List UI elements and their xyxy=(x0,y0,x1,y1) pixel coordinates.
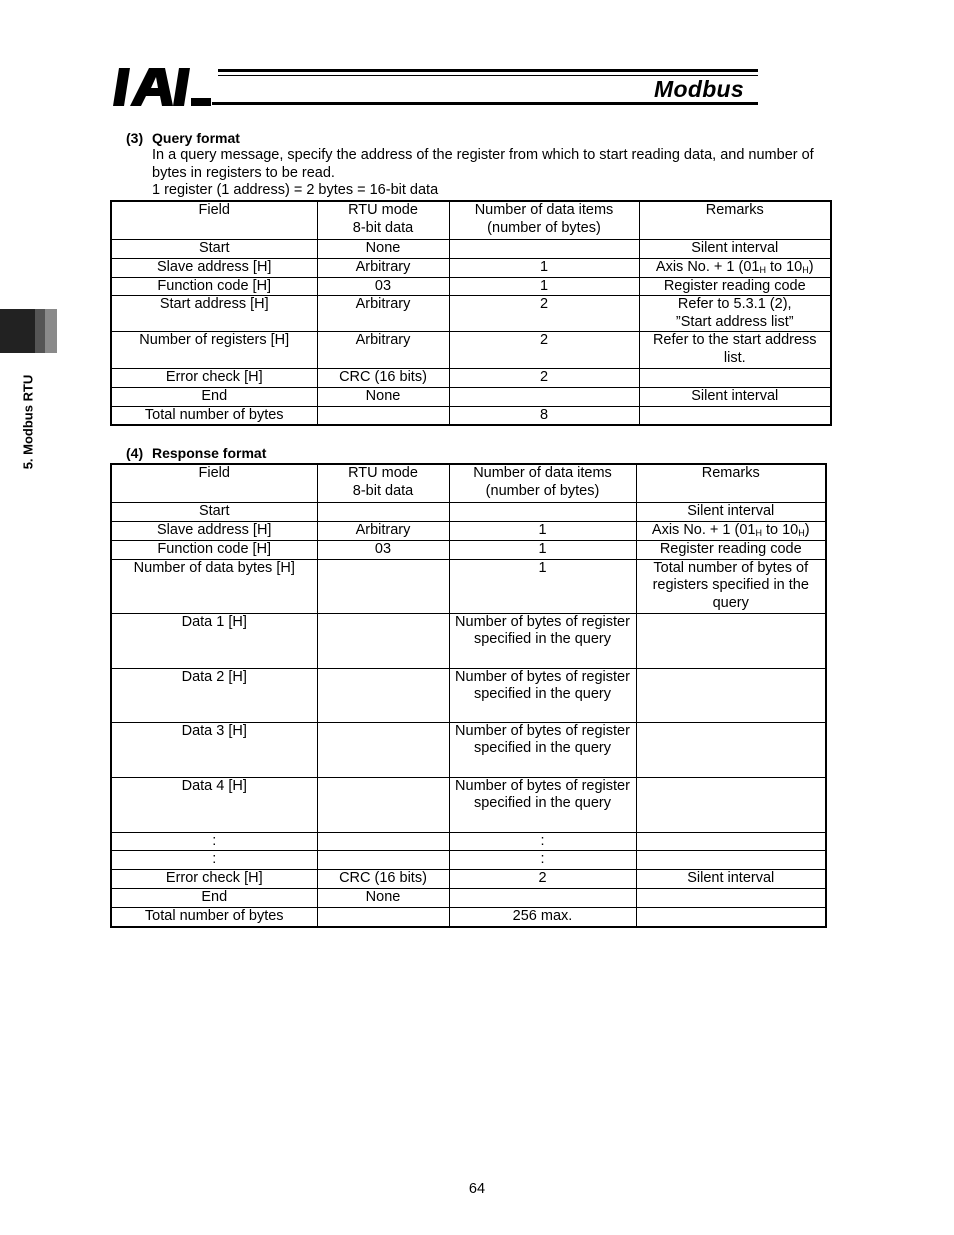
query-table-cell: 1 xyxy=(449,259,639,278)
response-table-cell: 1 xyxy=(449,522,636,541)
response-table-cell: Number of bytes of register specified in the query xyxy=(449,668,636,722)
response-table-row xyxy=(111,870,826,889)
response-table-cell: : xyxy=(111,832,317,851)
query-table-cell: Arbitrary xyxy=(317,259,449,278)
header-title: Modbus xyxy=(654,76,744,102)
response-table-row xyxy=(111,889,826,908)
query-table-cell: Total number of bytes xyxy=(111,406,317,425)
query-table-cell: Slave address [H] xyxy=(111,259,317,278)
response-table-row xyxy=(111,722,826,777)
response-table-row xyxy=(111,613,826,668)
query-format-table xyxy=(110,200,832,426)
response-table-header-cell: Number of data items (number of bytes) xyxy=(449,464,636,503)
query-table-cell: Axis No. + 1 ($01_H$ to $10_H$) xyxy=(639,259,831,278)
response-table-cell xyxy=(317,503,449,522)
response-table-row xyxy=(111,907,826,927)
response-table-header-row xyxy=(111,464,826,503)
response-table-cell xyxy=(317,559,449,613)
response-table-cell: 256 max. xyxy=(449,907,636,927)
query-table-cell: 1 xyxy=(449,277,639,296)
query-table-header-cell: RTU mode 8-bit data xyxy=(317,201,449,240)
response-table-row xyxy=(111,540,826,559)
query-table-cell: Function code [H] xyxy=(111,277,317,296)
chapter-tab-light xyxy=(45,309,57,353)
query-table-cell: Register reading code xyxy=(639,277,831,296)
response-table-cell: Data 2 [H] xyxy=(111,668,317,722)
response-table-cell xyxy=(317,907,449,927)
response-table-cell: Total number of bytes xyxy=(111,907,317,927)
chapter-label: 5. Modbus RTU xyxy=(20,374,36,470)
response-section-number: (4) xyxy=(126,445,144,461)
query-table-cell: Arbitrary xyxy=(317,332,449,369)
response-table-row xyxy=(111,559,826,613)
response-table-cell xyxy=(317,777,449,832)
response-table-cell: 1 xyxy=(449,559,636,613)
query-table-cell xyxy=(317,406,449,425)
query-table-cell: Number of registers [H] xyxy=(111,332,317,369)
response-table-cell xyxy=(449,503,636,522)
response-table-cell: None xyxy=(317,889,449,908)
response-table-cell: Slave address [H] xyxy=(111,522,317,541)
query-note: 1 register (1 address) = 2 bytes = 16-bit data xyxy=(152,182,439,198)
query-table-cell: 03 xyxy=(317,277,449,296)
response-table-cell xyxy=(317,613,449,668)
query-table-header-cell: Field xyxy=(111,201,317,240)
query-table-row xyxy=(111,277,831,296)
response-table-cell: Data 1 [H] xyxy=(111,613,317,668)
chapter-tab-mid xyxy=(35,309,45,353)
header-rule-top xyxy=(218,69,758,72)
response-table-cell xyxy=(636,907,826,927)
response-table-cell: 2 xyxy=(449,870,636,889)
response-table-cell xyxy=(317,722,449,777)
response-table-cell: Number of bytes of register specified in the query xyxy=(449,722,636,777)
response-table-header-cell: RTU mode 8-bit data xyxy=(317,464,449,503)
response-table-cell: Data 4 [H] xyxy=(111,777,317,832)
query-table-header-row xyxy=(111,201,831,240)
response-table-cell xyxy=(317,668,449,722)
response-table-cell xyxy=(636,668,826,722)
query-table-cell: CRC (16 bits) xyxy=(317,369,449,388)
response-table-cell: Function code [H] xyxy=(111,540,317,559)
response-table-cell: Total number of bytes of registers specified in the query xyxy=(636,559,826,613)
response-table-cell xyxy=(636,889,826,908)
query-paragraph: In a query message, specify the address of the register from which to start reading data, and number of bytes in registers to be read. xyxy=(152,147,814,181)
response-table-cell: CRC (16 bits) xyxy=(317,870,449,889)
query-table-cell xyxy=(449,240,639,259)
query-table-cell: 8 xyxy=(449,406,639,425)
query-table-row xyxy=(111,387,831,406)
response-table-cell xyxy=(636,613,826,668)
query-table-cell: None xyxy=(317,387,449,406)
response-table-cell: Number of data bytes [H] xyxy=(111,559,317,613)
query-table-cell: Refer to the start address list. xyxy=(639,332,831,369)
response-table-cell: Number of bytes of register specified in the query xyxy=(449,777,636,832)
query-table-header-cell: Remarks xyxy=(639,201,831,240)
response-table-cell: Number of bytes of register specified in the query xyxy=(449,613,636,668)
response-section-heading: Response format xyxy=(152,445,267,461)
page-number: 64 xyxy=(468,1181,486,1197)
query-table-cell xyxy=(639,369,831,388)
response-table-cell: Silent interval xyxy=(636,503,826,522)
response-table-cell: Start xyxy=(111,503,317,522)
response-table-row xyxy=(111,851,826,870)
query-table-row xyxy=(111,240,831,259)
query-table-cell: End xyxy=(111,387,317,406)
query-section-title xyxy=(126,130,240,147)
response-table-cell xyxy=(317,851,449,870)
response-table-cell xyxy=(636,777,826,832)
query-table-cell xyxy=(449,387,639,406)
query-table-cell: 2 xyxy=(449,296,639,332)
response-table-header-cell: Remarks xyxy=(636,464,826,503)
response-format-table xyxy=(110,463,827,928)
response-section-title xyxy=(126,445,266,462)
query-table-cell: Silent interval xyxy=(639,387,831,406)
response-table-cell xyxy=(636,851,826,870)
query-table-cell: 2 xyxy=(449,332,639,369)
query-table-row xyxy=(111,296,831,332)
query-table-row xyxy=(111,259,831,278)
iai-logo xyxy=(113,68,211,106)
query-table-cell: None xyxy=(317,240,449,259)
response-table-cell xyxy=(449,889,636,908)
response-table-cell: : xyxy=(449,832,636,851)
chapter-tab-dark xyxy=(0,309,35,353)
response-table-cell: Arbitrary xyxy=(317,522,449,541)
response-table-cell: Silent interval xyxy=(636,870,826,889)
query-table-cell: Start xyxy=(111,240,317,259)
query-table-cell xyxy=(639,406,831,425)
response-table-row xyxy=(111,522,826,541)
query-table-row xyxy=(111,332,831,369)
response-table-cell: 03 xyxy=(317,540,449,559)
response-table-row xyxy=(111,777,826,832)
query-table-header-cell: Number of data items (number of bytes) xyxy=(449,201,639,240)
query-table-cell: Arbitrary xyxy=(317,296,449,332)
query-table-cell: Refer to 5.3.1 (2), ”Start address list” xyxy=(639,296,831,332)
response-table-cell: Register reading code xyxy=(636,540,826,559)
query-table-row xyxy=(111,406,831,425)
response-table-cell: : xyxy=(449,851,636,870)
query-section-number: (3) xyxy=(126,130,144,146)
query-table-cell: Silent interval xyxy=(639,240,831,259)
query-section-heading: Query format xyxy=(152,130,240,146)
response-table-cell: Error check [H] xyxy=(111,870,317,889)
query-table-cell: Start address [H] xyxy=(111,296,317,332)
response-table-row xyxy=(111,832,826,851)
query-table-cell: 2 xyxy=(449,369,639,388)
response-table-cell xyxy=(636,832,826,851)
response-table-cell: : xyxy=(111,851,317,870)
response-table-row xyxy=(111,503,826,522)
response-table-cell xyxy=(317,832,449,851)
response-table-cell: End xyxy=(111,889,317,908)
response-table-cell: Data 3 [H] xyxy=(111,722,317,777)
response-table-cell xyxy=(636,722,826,777)
query-table-row xyxy=(111,369,831,388)
response-table-cell: Axis No. + 1 ($01_H$ to $10_H$) xyxy=(636,522,826,541)
response-table-header-cell: Field xyxy=(111,464,317,503)
response-table-cell: 1 xyxy=(449,540,636,559)
response-table-row xyxy=(111,668,826,722)
query-table-cell: Error check [H] xyxy=(111,369,317,388)
